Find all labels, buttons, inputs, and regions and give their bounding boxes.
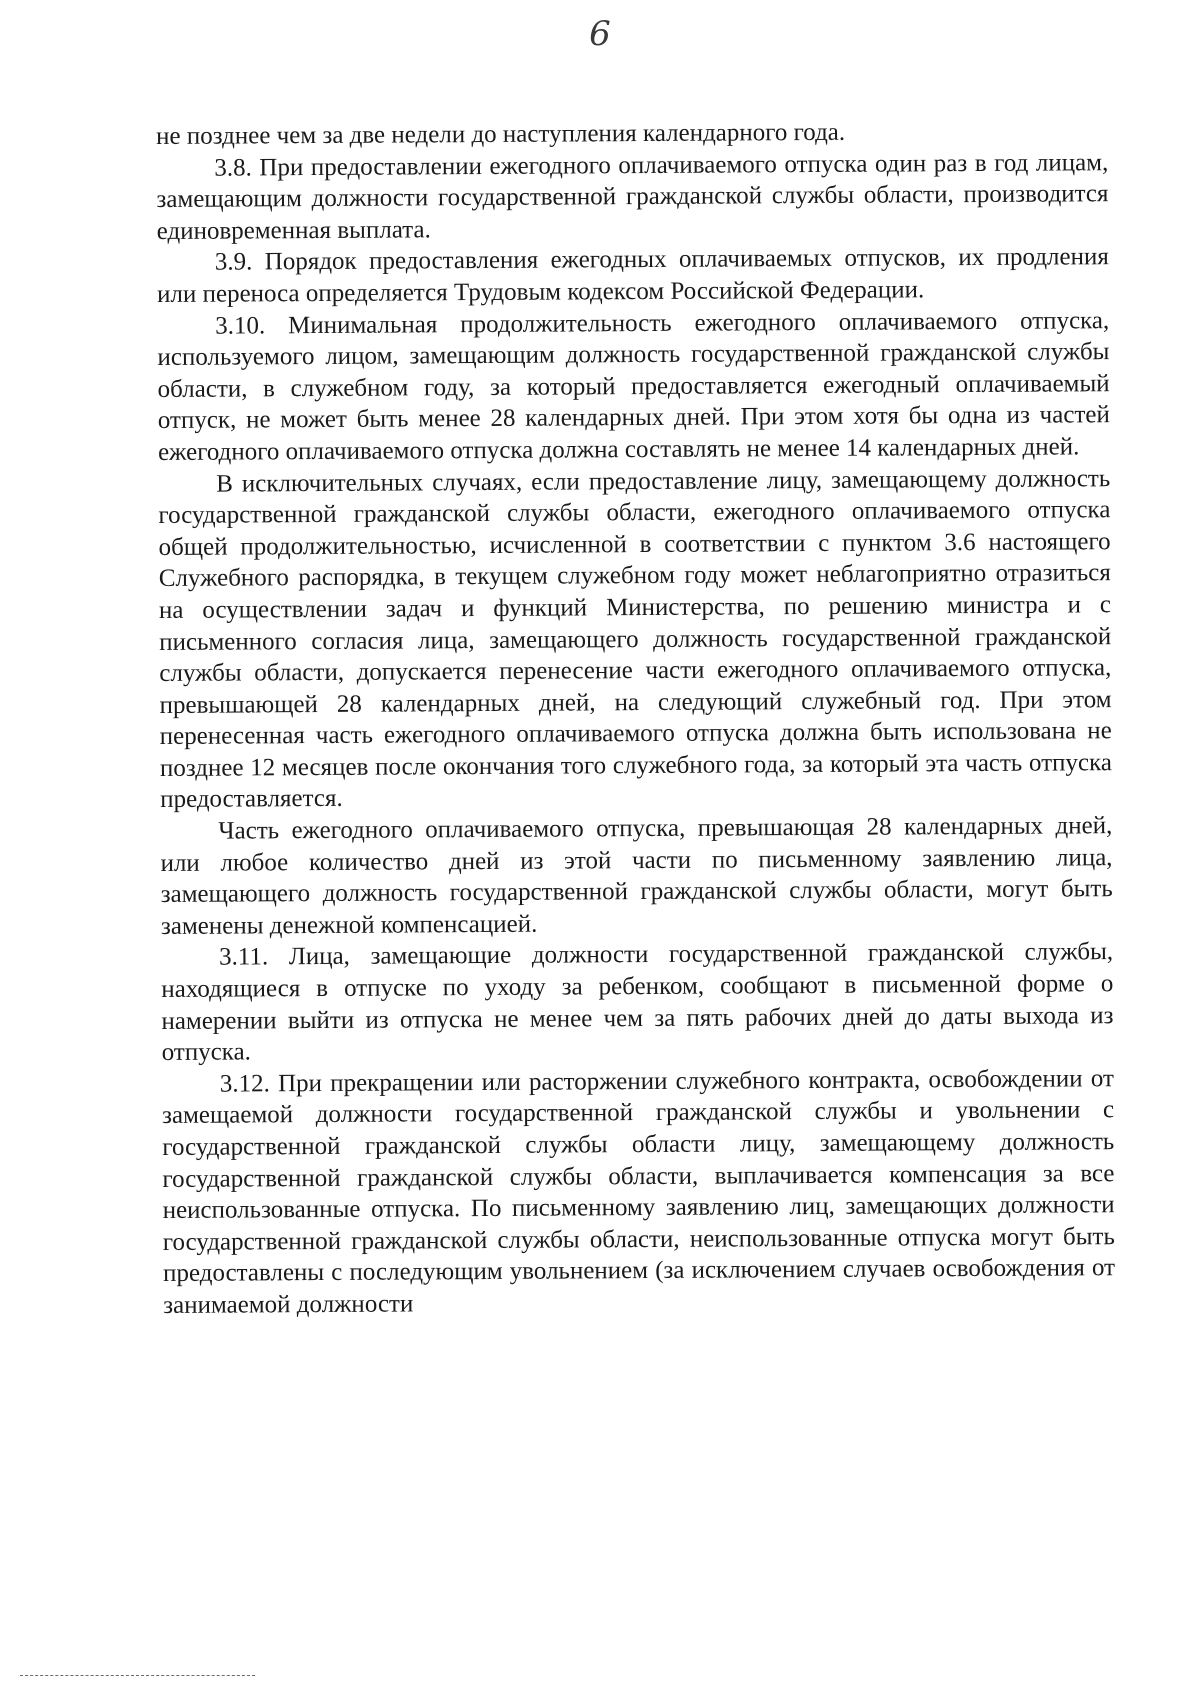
paragraph-continuation: не позднее чем за две недели до наступления календарного года.	[156, 118, 846, 150]
paragraph-compensation: Часть ежегодного оплачиваемого отпуска, превышающая 28 календарных дней, или любое количество дней из этой части по письменному заявлению лица, замещающего должность государственной гражданской службы области, могут быть заменены денежной компенсацией.	[160, 812, 1113, 940]
paragraph-3-8: 3.8. При предоставлении ежегодного оплачиваемого отпуска один раз в год лицам, замещающим должности государственной гражданской службы области, производится единовременная выплата.	[156, 148, 1109, 245]
page-number: 6	[589, 14, 611, 54]
document-body	[156, 115, 1115, 1321]
paragraph-exceptional-cases: В исключительных случаях, если предоставление лицу, замещающему должность государственной гражданской службы области, ежегодного оплачиваемого отпуска общей продолжительностью, исчисленной в соответствии с пунктом 3.6 настоящего Служебного распорядка, в текущем служебном году может неблагоприятно отразиться на осуществлении задач и функций Министерства, по решению министра и с письменного согласия лица, замещающего должность государственной гражданской службы области, допускается перенесение части ежегодного оплачиваемого отпуска, превышающей 28 календарных дней, на следующий служебный год. При этом перенесенная часть ежегодного оплачиваемого отпуска должна быть использована не позднее 12 месяцев после окончания того служебного года, за который эта часть отпуска предоставляется.	[158, 464, 1113, 814]
paragraph-3-10: 3.10. Минимальная продолжительность ежегодного оплачиваемого отпуска, используемого лицом, замещающим должность государственной гражданской службы области, в служебном году, за который предоставляется ежегодный оплачиваемый отпуск, не может быть менее 28 календарных дней. При этом хотя бы одна из частей ежегодного оплачиваемого отпуска должна составлять не менее 14 календарных дней.	[157, 306, 1110, 466]
footer-divider	[20, 1675, 255, 1676]
paragraph-3-11: 3.11. Лица, замещающие должности государственной гражданской службы, находящиеся в отпуске по уходу за ребенком, сообщают в письменной форме о намерении выйти из отпуска не менее чем за пять рабочих дней до даты выхода из отпуска.	[161, 938, 1114, 1067]
paragraph-3-12: 3.12. При прекращении или расторжении служебного контракта, освобождении от замещаемой должности государственной гражданской службы и увольнении с государственной гражданской службы области лицу, замещающему должность государственной гражданской службы области, выплачивается компенсация за все неиспользованные отпуска. По письменному заявлению лиц, замещающих должности государственной гражданской службы области, неиспользованные отпуска могут быть предоставлены с последующим увольнением (за исключением случаев освобождения от занимаемой должности	[161, 1064, 1116, 1319]
paragraph-3-9: 3.9. Порядок предоставления ежегодных оплачиваемых отпусков, их продления или переноса определяется Трудовым кодексом Российской Федерации.	[156, 243, 1109, 308]
